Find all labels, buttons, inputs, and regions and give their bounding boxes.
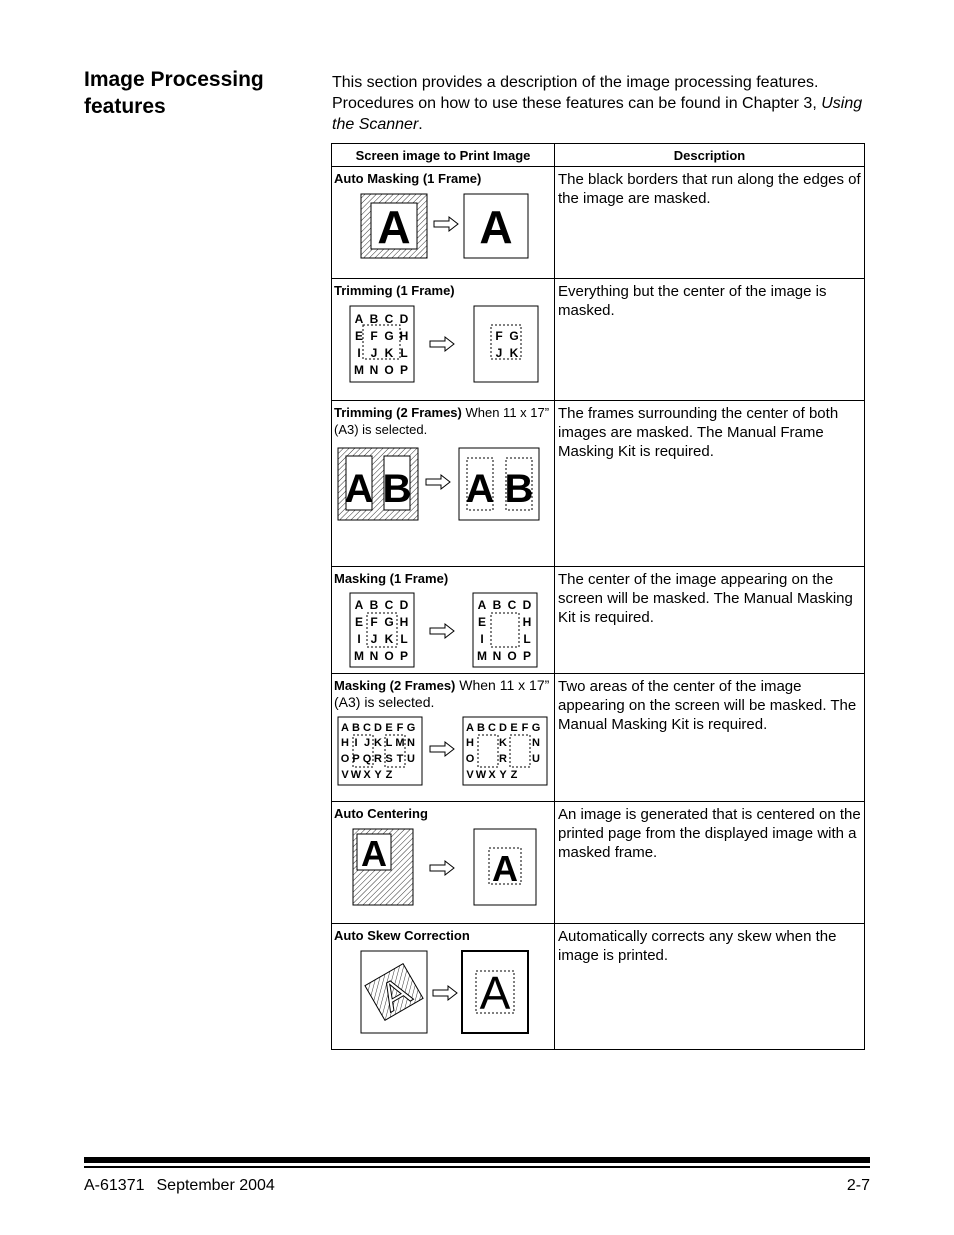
- grid-letter: M: [395, 737, 405, 749]
- grid-letter: A: [477, 598, 487, 612]
- grid-letter: K: [384, 346, 394, 360]
- grid-letter: D: [499, 722, 507, 734]
- table-row: [332, 567, 865, 674]
- grid-letter: P: [399, 649, 409, 663]
- letter-b: B: [382, 467, 412, 511]
- grid-letter: B: [369, 312, 379, 326]
- masked-area-icon: [491, 613, 519, 647]
- grid-letter: I: [357, 346, 361, 360]
- grid-letter: J: [363, 737, 371, 749]
- feature-name: Auto Skew Correction: [334, 928, 470, 943]
- grid-letter: K: [374, 737, 382, 749]
- grid-letter: N: [532, 737, 540, 749]
- grid-letter: B: [477, 722, 485, 734]
- letter-a: A: [479, 967, 511, 1019]
- description-cell: Automatically corrects any skew when the image is printed.: [555, 924, 865, 1050]
- grid-letter: M: [354, 363, 364, 377]
- grid-letter: E: [354, 329, 364, 343]
- grid-letter: Y: [374, 769, 382, 781]
- grid-letter: D: [374, 722, 382, 734]
- column-header-description: Description: [555, 144, 865, 167]
- feature-note: When 11 x 17” (A3) is selected.: [334, 677, 550, 710]
- arrow-right-icon: [430, 624, 454, 638]
- grid-letter: U: [407, 753, 415, 765]
- feature-name: Trimming (1 Frame): [334, 283, 455, 298]
- grid-letter: H: [399, 329, 409, 343]
- features-table: [331, 143, 865, 1050]
- grid-letter: A: [354, 598, 364, 612]
- letter-a: A: [344, 467, 374, 511]
- letter-a: A: [377, 201, 411, 253]
- grid-letter: F: [495, 329, 503, 343]
- grid-letter: X: [488, 769, 496, 781]
- description-cell: The center of the image appearing on the screen will be masked. The Manual Masking Kit is required.: [555, 567, 865, 674]
- table-header-row: [332, 144, 865, 167]
- grid-letter: I: [480, 632, 484, 646]
- grid-letter: D: [522, 598, 532, 612]
- doc-number: A-61371: [84, 1177, 145, 1194]
- grid-letter: H: [466, 737, 474, 749]
- grid-letter: O: [384, 363, 394, 377]
- table-row: [332, 401, 865, 567]
- grid-letter: C: [363, 722, 371, 734]
- grid-letter: O: [465, 753, 475, 765]
- table-row: [332, 279, 865, 401]
- grid-letter: Y: [499, 769, 507, 781]
- table-row: [332, 674, 865, 802]
- grid-letter: O: [507, 649, 517, 663]
- grid-letter: K: [499, 737, 507, 749]
- description-cell: The frames surrounding the center of both images are masked. The Manual Frame Masking Kit is required.: [555, 401, 865, 567]
- grid-letter: W: [350, 769, 362, 781]
- grid-letter: A: [466, 722, 474, 734]
- grid-letter: T: [396, 753, 404, 765]
- grid-letter: G: [531, 722, 541, 734]
- grid-letter: J: [495, 346, 503, 360]
- doc-date: September 2004: [156, 1177, 275, 1194]
- feature-name: Masking (2 Frames): [334, 678, 456, 693]
- table-row: [332, 924, 865, 1050]
- letter-a: A: [361, 833, 387, 874]
- grid-letter: H: [399, 615, 409, 629]
- grid-letter: C: [488, 722, 496, 734]
- grid-letter: I: [354, 737, 358, 749]
- grid-letter: G: [509, 329, 519, 343]
- grid-letter: A: [354, 312, 364, 326]
- description-cell: Everything but the center of the image is masked.: [555, 279, 865, 401]
- feature-name: Trimming (2 Frames): [334, 405, 462, 420]
- grid-letter: D: [399, 598, 409, 612]
- intro-tail: .: [418, 116, 423, 133]
- auto-masking-illustration: [334, 191, 550, 263]
- grid-letter: N: [369, 649, 379, 663]
- letter-a: A: [465, 467, 495, 511]
- description-cell: Two areas of the center of the image appearing on the screen will be masked. The Manual Masking Kit is required.: [555, 674, 865, 802]
- feature-name-with-note: [334, 677, 552, 711]
- grid-letter: G: [384, 329, 394, 343]
- table-row: [332, 802, 865, 924]
- arrow-right-icon: [430, 742, 454, 756]
- arrow-right-icon: [430, 861, 454, 875]
- grid-letter: O: [340, 753, 350, 765]
- grid-letter: N: [369, 363, 379, 377]
- feature-note: When 11 x 17” (A3) is selected.: [334, 405, 550, 437]
- arrow-right-icon: [434, 217, 458, 231]
- masking-2-frames-illustration: [334, 715, 550, 787]
- grid-letter: K: [384, 632, 394, 646]
- letter-a: A: [479, 201, 513, 253]
- section-title-line1: Image Processing: [84, 68, 264, 91]
- feature-name-with-note: [334, 404, 552, 438]
- section-title-line2: features: [84, 95, 166, 118]
- auto-skew-correction-illustration: [334, 948, 550, 1034]
- column-header-screen-image: Screen image to Print Image: [332, 144, 555, 167]
- page-number: 2-7: [846, 1177, 870, 1194]
- grid-letter: V: [341, 769, 349, 781]
- grid-letter: L: [385, 737, 393, 749]
- grid-letter: N: [407, 737, 415, 749]
- feature-cell: [332, 279, 555, 401]
- grid-letter: Z: [385, 769, 393, 781]
- grid-letter: F: [521, 722, 529, 734]
- masking-1-frame-illustration: [334, 591, 550, 669]
- grid-letter: C: [384, 312, 394, 326]
- grid-letter: F: [396, 722, 404, 734]
- grid-letter: K: [509, 346, 519, 360]
- grid-letter: X: [363, 769, 371, 781]
- footer-rule-thin: [84, 1166, 870, 1168]
- description-cell: An image is generated that is centered on the printed page from the displayed image with a masked frame.: [555, 802, 865, 924]
- grid-letter: F: [370, 615, 378, 629]
- grid-letter: L: [400, 632, 408, 646]
- feature-cell: [332, 802, 555, 924]
- grid-letter: F: [370, 329, 378, 343]
- feature-cell: [332, 401, 555, 567]
- grid-letter: E: [510, 722, 518, 734]
- auto-centering-illustration: [334, 826, 550, 908]
- section-title: [84, 66, 314, 120]
- feature-name: Auto Masking (1 Frame): [334, 171, 482, 186]
- description-cell: The black borders that run along the edges of the image are masked.: [555, 167, 865, 279]
- grid-letter: H: [341, 737, 349, 749]
- grid-letter: O: [384, 649, 394, 663]
- grid-letter: U: [532, 753, 540, 765]
- grid-letter: R: [499, 753, 507, 765]
- grid-letter: E: [354, 615, 364, 629]
- arrow-right-icon: [433, 986, 457, 1000]
- grid-letter: L: [523, 632, 531, 646]
- grid-letter: N: [492, 649, 502, 663]
- feature-cell: [332, 924, 555, 1050]
- feature-cell: [332, 567, 555, 674]
- grid-letter: G: [384, 615, 394, 629]
- grid-letter: E: [385, 722, 393, 734]
- arrow-right-icon: [426, 475, 450, 489]
- grid-letter: P: [522, 649, 532, 663]
- grid-letter: C: [507, 598, 517, 612]
- feature-cell: [332, 674, 555, 802]
- grid-letter: W: [475, 769, 487, 781]
- grid-letter: V: [466, 769, 474, 781]
- grid-letter: B: [352, 722, 360, 734]
- intro-paragraph: [332, 72, 872, 135]
- trimming-1-frame-illustration: [334, 303, 550, 385]
- letter-a: A: [372, 968, 419, 1021]
- grid-letter: J: [370, 346, 378, 360]
- grid-letter: I: [357, 632, 361, 646]
- grid-letter: J: [370, 632, 378, 646]
- feature-name: Auto Centering: [334, 806, 428, 821]
- grid-letter: H: [522, 615, 532, 629]
- grid-letter: A: [341, 722, 349, 734]
- grid-letter: B: [369, 598, 379, 612]
- letter-a: A: [492, 848, 518, 889]
- grid-letter: S: [385, 753, 393, 765]
- grid-letter: D: [399, 312, 409, 326]
- arrow-right-icon: [430, 337, 454, 351]
- grid-letter: P: [352, 753, 360, 765]
- table-row: [332, 167, 865, 279]
- intro-chapter-title: Using the Scanner: [332, 95, 863, 133]
- intro-text: This section provides a description of the image processing features. Procedures on how to use these features can be found in Chapter 3,: [332, 74, 822, 112]
- grid-letter: L: [400, 346, 408, 360]
- grid-letter: E: [477, 615, 487, 629]
- grid-letter: Z: [510, 769, 518, 781]
- footer-doc-info: [84, 1177, 275, 1195]
- feature-name: Masking (1 Frame): [334, 571, 449, 586]
- grid-letter: G: [406, 722, 416, 734]
- grid-letter: B: [492, 598, 502, 612]
- grid-letter: M: [477, 649, 487, 663]
- grid-letter: Q: [362, 753, 372, 765]
- footer-rule-thick: [84, 1157, 870, 1163]
- grid-letter: M: [354, 649, 364, 663]
- trimming-2-frames-illustration: [334, 446, 550, 526]
- print-page-icon: [474, 306, 538, 382]
- letter-b: B: [504, 467, 534, 511]
- grid-letter: P: [399, 363, 409, 377]
- feature-cell: [332, 167, 555, 279]
- grid-letter: R: [374, 753, 382, 765]
- grid-letter: C: [384, 598, 394, 612]
